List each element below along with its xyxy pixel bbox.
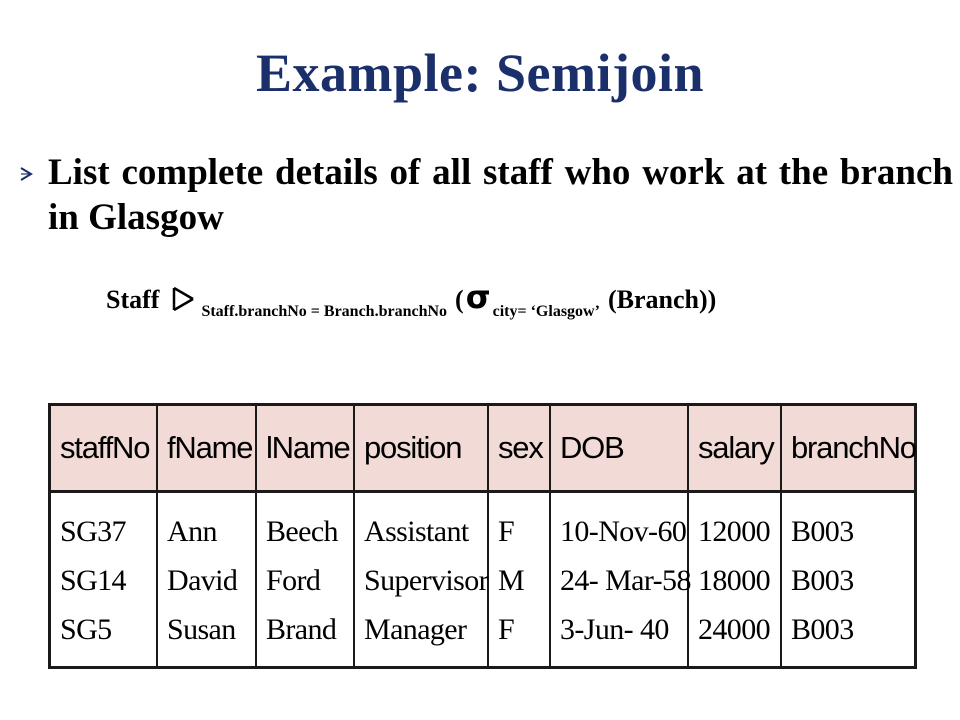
table-cell: Assistant — [364, 515, 469, 548]
table-cell: 18000 — [698, 564, 771, 597]
table-cell: SG5 — [60, 613, 112, 646]
table-cell: Ford — [266, 564, 321, 597]
table-cell: SG14 — [60, 564, 126, 597]
sigma-symbol: σ — [465, 278, 491, 316]
column-cells — [550, 492, 691, 667]
result-table — [48, 403, 917, 669]
table-cell: Brand — [266, 613, 337, 646]
column-cells — [51, 492, 157, 667]
table-cell: 10-Nov-60 — [560, 515, 687, 548]
bullet-item — [18, 150, 953, 240]
table-cell: B003 — [791, 515, 854, 548]
column-header: lName — [256, 406, 354, 492]
table-cell: F — [498, 613, 515, 646]
table-header-row — [51, 406, 914, 492]
column-cells — [488, 492, 550, 667]
column-cells — [781, 492, 914, 667]
table-body — [51, 492, 914, 667]
open-paren: ( — [455, 285, 464, 314]
table-cell: 3-Jun- 40 — [560, 613, 669, 646]
column-cells — [256, 492, 354, 667]
slide-title: Example: Semijoin — [256, 43, 704, 103]
table-cell: Beech — [266, 515, 338, 548]
selection-condition: city= ‘Glasgow’ — [492, 303, 600, 320]
semijoin-icon — [169, 284, 199, 314]
column-cells — [688, 492, 781, 667]
column-header: staffNo — [51, 406, 157, 492]
column-cells — [354, 492, 488, 667]
arrow-bullet-icon — [18, 150, 48, 187]
table-cell: M — [498, 564, 525, 597]
table-cell: Manager — [364, 613, 467, 646]
table-cell: B003 — [791, 564, 854, 597]
table-cell: Supervisor — [364, 564, 488, 597]
column-header: branchNo — [781, 406, 914, 492]
table-cell: B003 — [791, 613, 854, 646]
left-relation: Staff — [106, 285, 160, 314]
table-cell: 12000 — [698, 515, 771, 548]
table-cell: SG37 — [60, 515, 126, 548]
column-header: DOB — [550, 406, 688, 492]
table-cell: F — [498, 515, 515, 548]
table-cell: 24- Mar-58 — [560, 564, 691, 597]
join-condition: Staff.branchNo = Branch.branchNo — [201, 303, 448, 320]
semijoin-expression — [106, 278, 717, 320]
column-header: sex — [488, 406, 550, 492]
bullet-text: List complete details of all staff who work at the branch in Glasgow — [48, 152, 953, 238]
table-cell: Susan — [167, 613, 236, 646]
table-cell: Ann — [167, 515, 217, 548]
column-header: fName — [157, 406, 256, 492]
table-cell: David — [167, 564, 238, 597]
column-header: position — [354, 406, 488, 492]
column-cells — [157, 492, 256, 667]
inner-relation: (Branch)) — [607, 285, 717, 314]
table-cell: 24000 — [698, 613, 771, 646]
column-header: salary — [688, 406, 781, 492]
